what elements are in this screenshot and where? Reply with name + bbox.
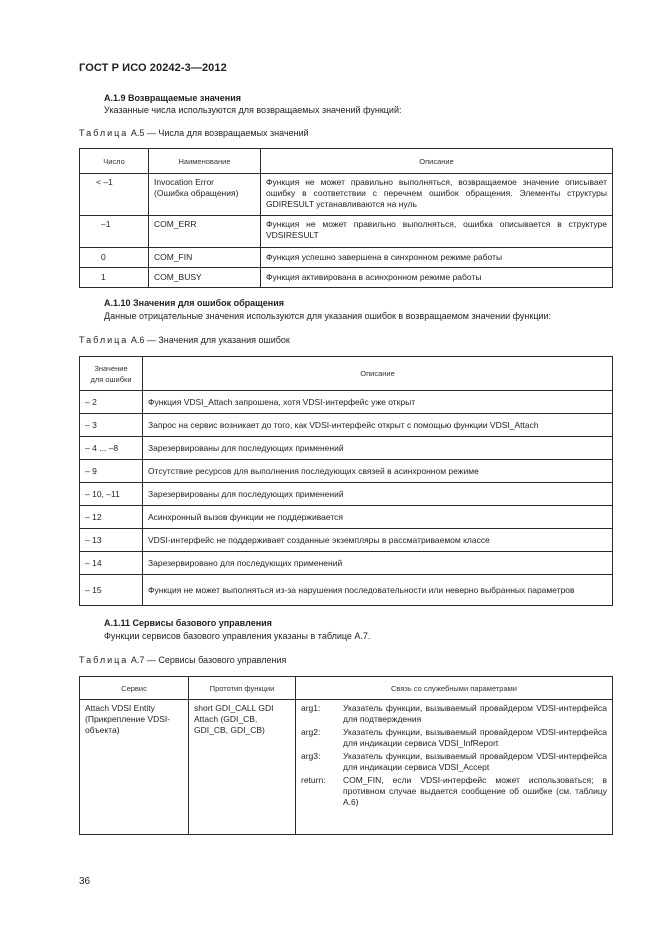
col-header-description: Описание	[143, 357, 613, 391]
section-a19-heading: А.1.9 Возвращаемые значения	[104, 93, 241, 103]
caption-text: А.5 — Числа для возвращаемых значений	[130, 128, 309, 138]
table-header-row	[80, 357, 613, 391]
col-header-service: Сервис	[80, 677, 189, 700]
cell-value: – 12	[80, 506, 143, 529]
table-row	[80, 552, 613, 575]
cell-number: –1	[80, 216, 149, 248]
section-a111-text: Функции сервисов базового управления указаны в таблице А.7.	[104, 631, 371, 641]
table-a5	[79, 148, 613, 288]
col-header-value: Значение для ошибки	[80, 357, 143, 391]
table-row	[80, 437, 613, 460]
cell-value: – 4 ... –8	[80, 437, 143, 460]
page-number: 36	[79, 876, 91, 887]
cell-name: COM_FIN	[149, 248, 261, 268]
cell-prototype: short GDI_CALL GDI Attach (GDI_CB, GDI_CB, GDI_CB)	[189, 700, 296, 835]
table-a6	[79, 356, 613, 606]
section-a111-heading: А.1.11 Сервисы базового управления	[104, 618, 272, 628]
table-row	[80, 700, 613, 835]
cell-name: COM_BUSY	[149, 268, 261, 288]
cell-description: Зарезервировано для последующих применений	[143, 552, 613, 575]
cell-number: 1	[80, 268, 149, 288]
page-header: ГОСТ Р ИСО 20242-3—2012	[79, 62, 227, 74]
table-header-row	[80, 149, 613, 174]
cell-value: – 10, –11	[80, 483, 143, 506]
caption-label: Таблица	[79, 128, 129, 138]
section-a110-text: Данные отрицательные значения используются для указания ошибок в возвращаемом значении функции:	[104, 311, 552, 321]
table-a5-caption	[79, 128, 309, 138]
col-header-description: Описание	[261, 149, 613, 174]
cell-description: Асинхронный вызов функции не поддерживается	[143, 506, 613, 529]
section-a110-heading: А.1.10 Значения для ошибок обращения	[104, 298, 284, 308]
param-arg2: arg2: Указатель функции, вызываемый провайдером VDSI-интерфейса для индикации сервиса VDSI_InfReport	[301, 727, 607, 748]
cell-value: – 9	[80, 460, 143, 483]
table-row	[80, 460, 613, 483]
cell-description: Запрос на сервис возникает до того, как VDSI-интерфейс открыт с помощью функции VDSI_Attach	[143, 414, 613, 437]
table-row	[80, 248, 613, 268]
param-arg1: arg1: Указатель функции, вызываемый провайдером VDSI-интерфейса для подтверждения	[301, 703, 607, 724]
cell-value: – 14	[80, 552, 143, 575]
cell-value: – 3	[80, 414, 143, 437]
table-row	[80, 268, 613, 288]
caption-label: Таблица	[79, 335, 129, 345]
cell-description: Зарезервированы для последующих применений	[143, 483, 613, 506]
col-header-number: Число	[80, 149, 149, 174]
param-arg3: arg3: Указатель функции, вызываемый провайдером VDSI-интерфейса для индикации сервиса VDSI_Accept	[301, 751, 607, 772]
table-row	[80, 506, 613, 529]
cell-number: 0	[80, 248, 149, 268]
table-row	[80, 575, 613, 606]
table-row	[80, 414, 613, 437]
cell-params	[296, 700, 613, 835]
cell-description: Отсутствие ресурсов для выполнения последующих связей в асинхронном режиме	[143, 460, 613, 483]
caption-label: Таблица	[79, 655, 129, 665]
cell-name: COM_ERR	[149, 216, 261, 248]
cell-value: – 15	[80, 575, 143, 606]
cell-description: Функция успешно завершена в синхронном режиме работы	[261, 248, 613, 268]
cell-description: Зарезервированы для последующих применений	[143, 437, 613, 460]
table-a6-caption	[79, 335, 290, 345]
col-header-name: Наименование	[149, 149, 261, 174]
param-return: return: COM_FIN, если VDSI-интерфейс может использоваться; в противном случае выдается сообщение об ошибке (см. таблицу А.6)	[301, 775, 607, 807]
cell-value: – 13	[80, 529, 143, 552]
col-header-params: Связь со служебными параметрами	[296, 677, 613, 700]
table-row	[80, 216, 613, 248]
cell-description: Функция активирована в асинхронном режиме работы	[261, 268, 613, 288]
caption-text: А.7 — Сервисы базового управления	[130, 655, 287, 665]
cell-description: VDSI-интерфейс не поддерживает созданные экземпляры в рассматриваемом классе	[143, 529, 613, 552]
cell-name: Invocation Error (Ошибка обращения)	[149, 174, 261, 216]
cell-description: Функция VDSI_Attach запрошена, хотя VDSI-интерфейс уже открыт	[143, 391, 613, 414]
col-header-prototype: Прототип функции	[189, 677, 296, 700]
cell-number: < –1	[80, 174, 149, 216]
section-a19-text: Указанные числа используются для возвращаемых значений функций:	[104, 105, 402, 115]
caption-text: А.6 — Значения для указания ошибок	[130, 335, 290, 345]
table-header-row	[80, 677, 613, 700]
cell-description: Функция не может выполняться из-за нарушения последовательности или неверно выбранных параметров	[143, 575, 613, 606]
cell-description: Функция не может правильно выполняться, ошибка описывается в структуре VDSIRESULT	[261, 216, 613, 248]
cell-value: – 2	[80, 391, 143, 414]
cell-service: Attach VDSI Entity (Прикрепление VDSI-объекта)	[80, 700, 189, 835]
table-a7-caption	[79, 655, 286, 665]
table-a7	[79, 676, 613, 835]
table-row	[80, 483, 613, 506]
table-row	[80, 391, 613, 414]
cell-description: Функция не может правильно выполняться, возвращаемое значение описывает ошибку в соответствии с перечнем ошибок обращения. Элементы структуры GDIRESULT устанавливаются на нуль	[261, 174, 613, 216]
table-row	[80, 529, 613, 552]
table-row	[80, 174, 613, 216]
